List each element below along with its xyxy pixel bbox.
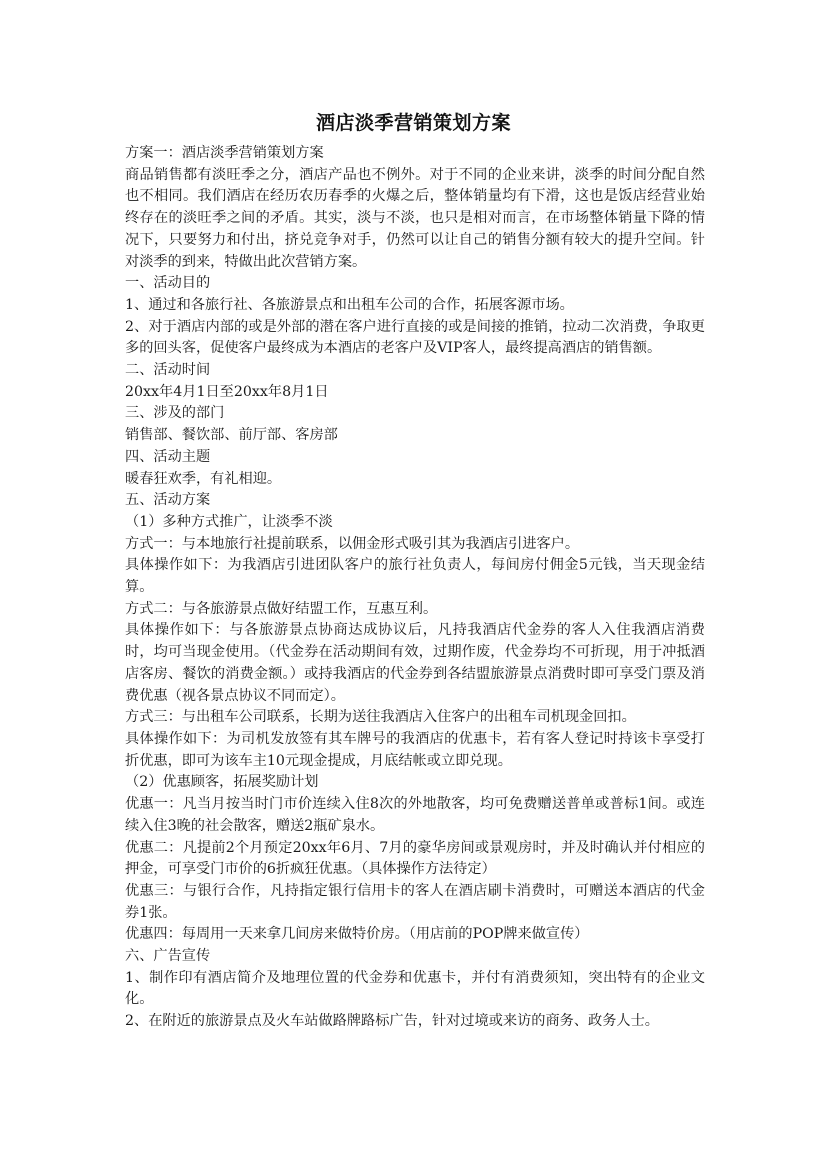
section-heading: 一、活动目的 — [125, 275, 211, 292]
paragraph: 1、制作印有酒店简介及地理位置的代金券和优惠卡，并付有消费须知，突出特有的企业文化。 — [125, 969, 705, 1008]
paragraph: 20xx年4月1日至20xx年8月1日 — [125, 383, 329, 400]
sub-heading: （2）优惠顾客，拓展奖励计划 — [125, 774, 319, 791]
document-body — [125, 143, 705, 1033]
paragraph: 方式一：与本地旅行社提前联系，以佣金形式吸引其为我酒店引进客户。 — [125, 535, 580, 552]
paragraph: 优惠四：每周用一天来拿几间房来做特价房。（用店前的POP牌来做宣传） — [125, 926, 589, 943]
paragraph: 优惠二：凡提前2个月预定20xx年6月、7月的豪华房间或景观房时，并及时确认并付相应的押金，可享受门市价的6折疯狂优惠。（具体操作方法待定） — [125, 839, 705, 878]
paragraph: 优惠一：凡当月按当时门市价连续入住8次的外地散客，均可免费赠送普单或普标1间。或连续入住3晚的社会散客，赠送2瓶矿泉水。 — [125, 796, 705, 834]
document-title: 酒店淡季营销策划方案 — [315, 112, 511, 134]
paragraph: 具体操作如下：与各旅游景点协商达成协议后，凡持我酒店代金券的客人入住我酒店消费时，均可当现金使用。（代金券在活动期间有效，过期作废，代金券均不可折现，用于冲抵酒店客房、餐饮的消费金额。）或持我酒店的代金券到各结盟旅游景点消费时即可享受门票及消费优惠（视各景点协议不同而定）。 — [125, 622, 705, 704]
paragraph: 方式三：与出租车公司联系，长期为送往我酒店入住客户的出租车司机现金回扣。 — [125, 709, 636, 726]
paragraph: 具体操作如下：为我酒店引进团队客户的旅行社负责人，每间房付佣金5元钱，当天现金结算。 — [125, 557, 705, 596]
sub-heading: （1）多种方式推广，让淡季不淡 — [125, 513, 333, 530]
paragraph: 1、通过和各旅行社、各旅游景点和出租车公司的合作，拓展客源市场。 — [125, 296, 574, 313]
section-heading: 五、活动方案 — [125, 492, 211, 509]
paragraph: 方式二：与各旅游景点做好结盟工作，互惠互利。 — [125, 600, 438, 617]
paragraph: 暖春狂欢季，有礼相迎。 — [125, 470, 282, 487]
paragraph: 2、在附近的旅游景点及火车站做路牌路标广告，针对过境或来访的商务、政务人士。 — [125, 1013, 659, 1030]
section-heading: 二、活动时间 — [125, 362, 211, 379]
paragraph: 2、对于酒店内部的或是外部的潜在客户进行直接的或是间接的推销，拉动二次消费，争取更多的回头客，促使客户最终成为本酒店的老客户及VIP客人，最终提高酒店的销售额。 — [125, 318, 705, 357]
paragraph: 商品销售都有淡旺季之分，酒店产品也不例外。对于不同的企业来讲，淡季的时间分配自然也不相同。我们酒店在经历农历春季的火爆之后，整体销量均有下滑，这也是饭店经营业始终存在的淡旺季之间的矛盾。其实，淡与不淡，也只是相对而言，在市场整体销量下降的情况下，只要努力和付出，挤兑竞争对手，仍然可以让自己的销售分额有较大的提升空间。针对淡季的到来，特做出此次营销方案。 — [125, 166, 705, 270]
paragraph: 方案一：酒店淡季营销策划方案 — [125, 145, 324, 161]
paragraph: 优惠三：与银行合作，凡持指定银行信用卡的客人在酒店刷卡消费时，可赠送本酒店的代金券1张。 — [125, 882, 705, 921]
paragraph: 具体操作如下：为司机发放签有其车牌号的我酒店的优惠卡，若有客人登记时持该卡享受打折优惠，即可为该车主10元现金提成，月底结帐或立即兑现。 — [125, 730, 705, 769]
paragraph: 销售部、餐饮部、前厅部、客房部 — [125, 427, 338, 444]
section-heading: 四、活动主题 — [125, 448, 211, 465]
section-heading: 三、涉及的部门 — [125, 405, 225, 422]
section-heading: 六、广告宣传 — [125, 948, 211, 965]
